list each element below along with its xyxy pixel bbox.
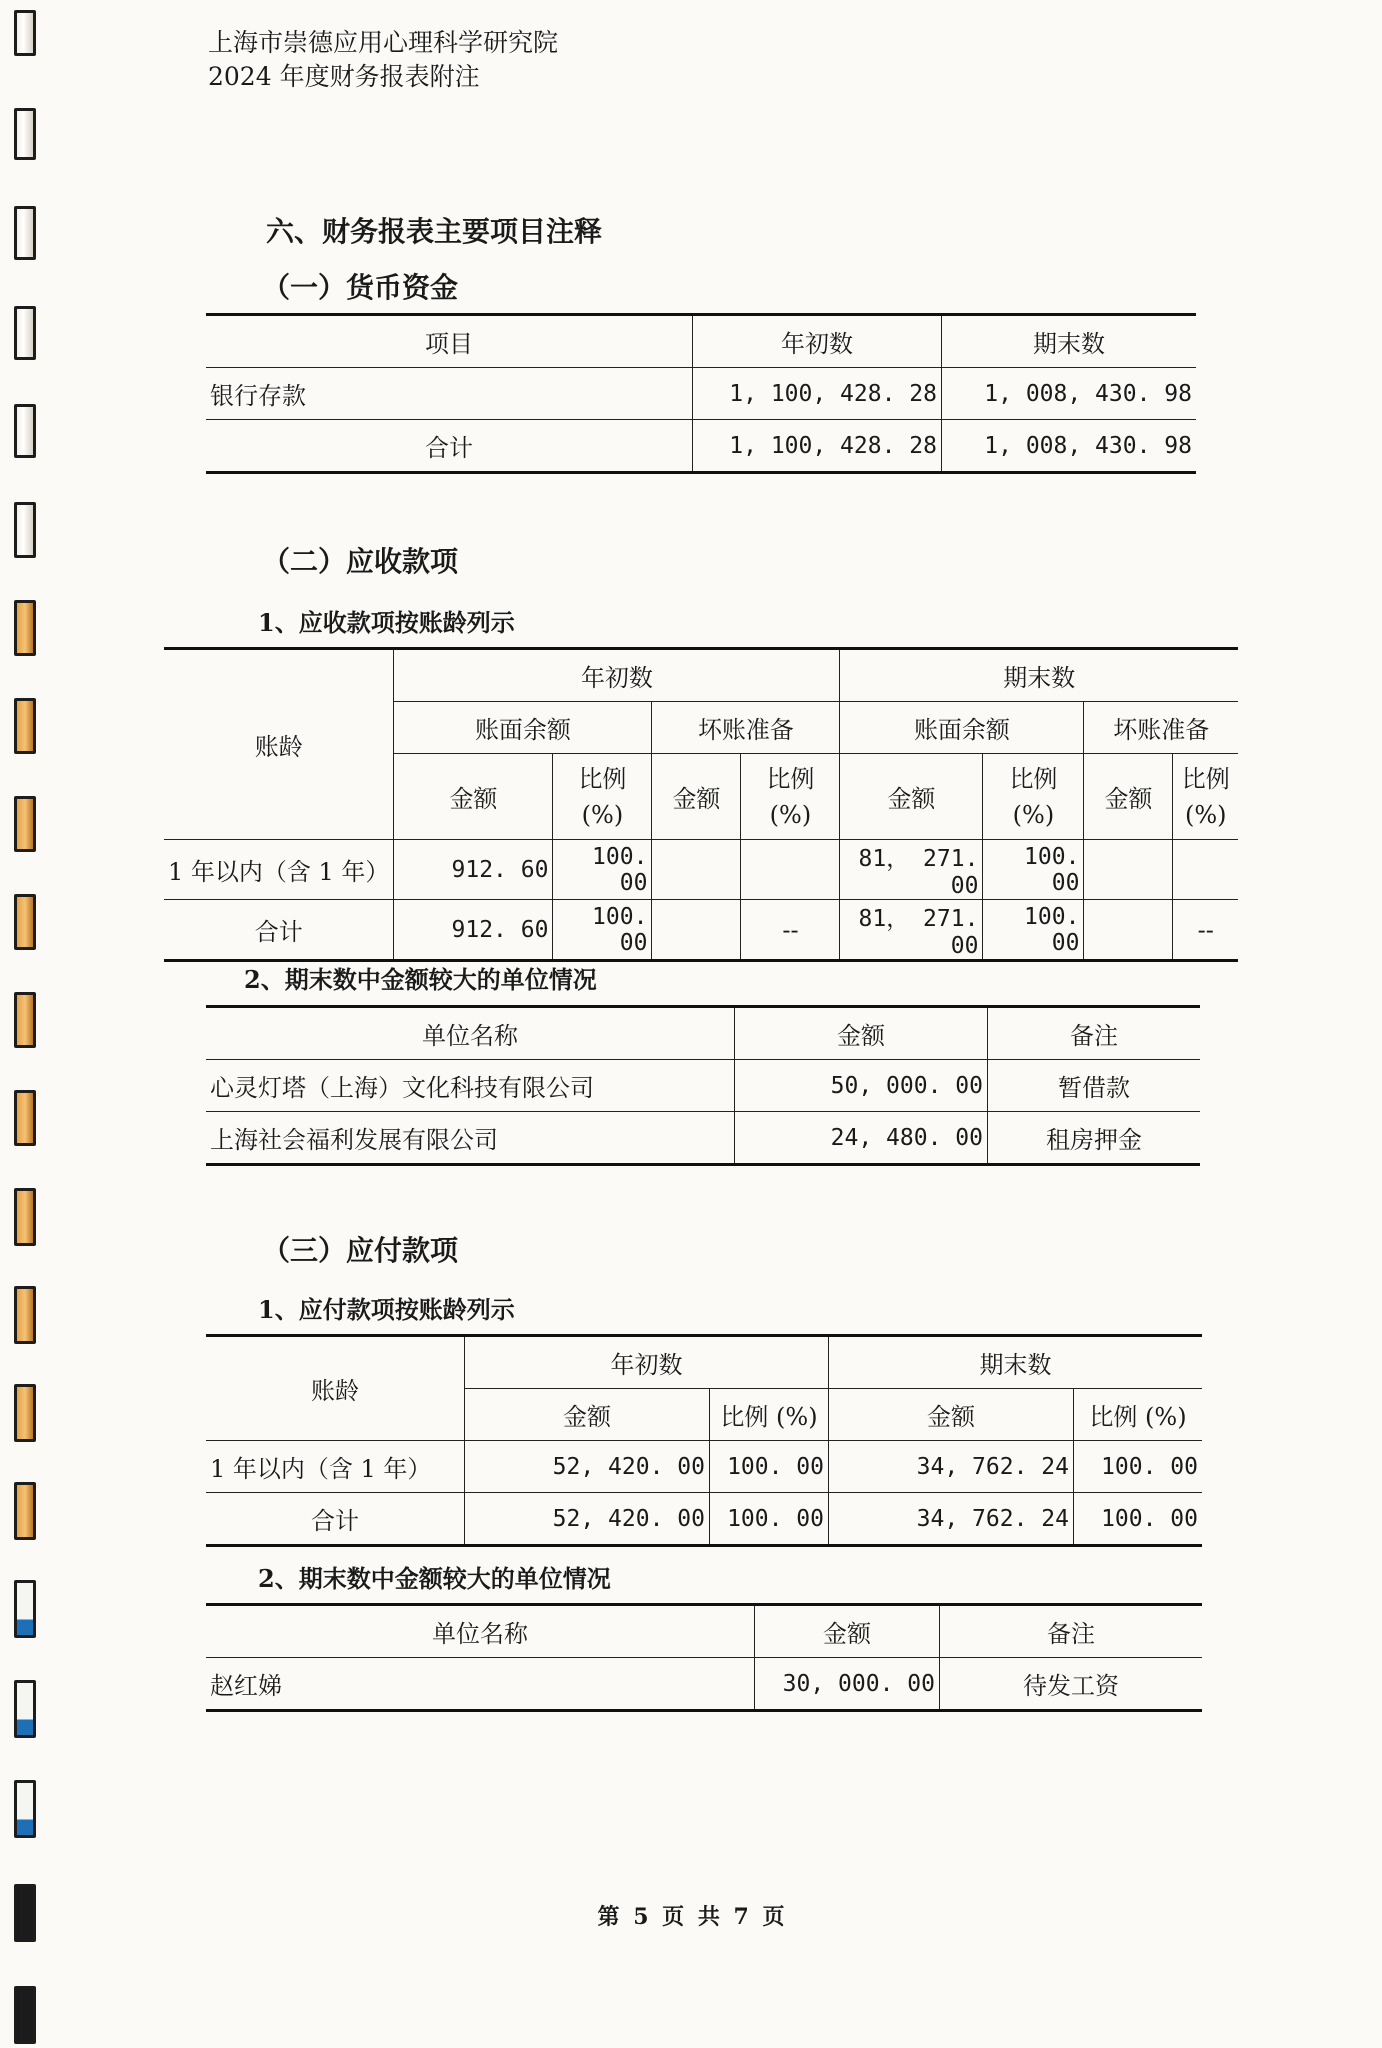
amount-header: 金额: [829, 1389, 1074, 1441]
payables-units-table: [206, 1603, 1202, 1712]
book-balance-header: 账面余额: [394, 702, 652, 754]
item-cell: 合计: [206, 420, 693, 473]
unit-note-cell: 租房押金: [988, 1112, 1201, 1165]
payables-title: （三）应付款项: [262, 1234, 459, 1267]
binding-clip: [14, 1986, 36, 2044]
unit-amount-cell: 24, 480. 00: [735, 1112, 988, 1165]
amount-header: 金额: [1084, 754, 1173, 840]
receivables-sub1: 1、应收款项按账龄列示: [258, 608, 515, 637]
ratio-cell: 100. 00: [1074, 1493, 1203, 1546]
table-header-row: [206, 1007, 1200, 1060]
table-row: [206, 1112, 1200, 1165]
header-cell: 项目: [206, 315, 693, 368]
binding-clip: [14, 1090, 36, 1146]
begin-header: 年初数: [394, 649, 840, 702]
bad-debt-amount-cell: [1084, 840, 1173, 900]
org-name: 上海市崇德应用心理科学研究院: [208, 28, 559, 57]
begin-cell: 1, 100, 428. 28: [693, 368, 942, 420]
table-row: [206, 420, 1196, 473]
bad-debt-ratio-cell: [1173, 840, 1238, 900]
receivables-units-table: [206, 1005, 1200, 1166]
amount-cell: 912. 60: [394, 900, 553, 961]
bad-debt-amount-cell: [652, 840, 741, 900]
ratio-header: 比例 (%): [741, 754, 840, 840]
end-header: 期末数: [840, 649, 1238, 702]
binding-clip: [14, 1580, 36, 1638]
header-cell: 金额: [735, 1007, 988, 1060]
table-row: [206, 1658, 1202, 1711]
amount-header: 金额: [465, 1389, 710, 1441]
binding-clip: [14, 108, 36, 160]
aging-cell: 1 年以内（含 1 年）: [164, 840, 394, 900]
receivables-sub2: 2、期末数中金额较大的单位情况: [244, 965, 597, 994]
table-row: [164, 840, 1238, 900]
unit-name-cell: 赵红娣: [206, 1658, 755, 1711]
section-title: 六、财务报表主要项目注释: [266, 215, 603, 248]
ratio-cell: 100. 00: [1074, 1441, 1203, 1493]
payables-sub1: 1、应付款项按账龄列示: [258, 1295, 515, 1324]
bad-debt-header: 坏账准备: [1084, 702, 1238, 754]
ratio-cell: 100. 00: [710, 1493, 829, 1546]
ratio-header: 比例 (%): [553, 754, 652, 840]
header-cell: 备注: [988, 1007, 1201, 1060]
table-header-row: [206, 1605, 1202, 1658]
unit-amount-cell: 30, 000. 00: [755, 1658, 940, 1711]
bad-debt-amount-cell: [1084, 900, 1173, 961]
binding-clip: [14, 1384, 36, 1442]
report-title: 2024 年度财务报表附注: [208, 62, 480, 91]
binding-clip: [14, 1188, 36, 1246]
unit-note-cell: 待发工资: [940, 1658, 1203, 1711]
unit-name-cell: 心灵灯塔（上海）文化科技有限公司: [206, 1060, 735, 1112]
aging-cell: 合计: [164, 900, 394, 961]
ratio-cell: 100. 00: [553, 900, 652, 961]
binding-clip: [14, 206, 36, 260]
amount-header: 金额: [394, 754, 553, 840]
aging-header: 账龄: [164, 649, 394, 840]
binding-clip: [14, 698, 36, 754]
header-cell: 期末数: [942, 315, 1197, 368]
amount-cell: 81， 271. 00: [840, 900, 983, 961]
aging-header: 账龄: [206, 1336, 465, 1441]
ratio-header: 比例 (%): [710, 1389, 829, 1441]
binding-strip: [0, 0, 48, 2048]
bad-debt-ratio-cell: --: [1173, 900, 1238, 961]
binding-clip: [14, 1286, 36, 1344]
header-cell: 年初数: [693, 315, 942, 368]
unit-name-cell: 上海社会福利发展有限公司: [206, 1112, 735, 1165]
page-number: 第 5 页 共 7 页: [597, 1904, 785, 1930]
table-row: [206, 1441, 1202, 1493]
table-header-row: [164, 649, 1238, 702]
end-cell: 1, 008, 430. 98: [942, 368, 1197, 420]
ratio-cell: 100. 00: [710, 1441, 829, 1493]
receivables-aging-table: [164, 647, 1238, 962]
receivables-title: （二）应收款项: [262, 545, 459, 578]
header-cell: 单位名称: [206, 1605, 755, 1658]
bad-debt-ratio-cell: --: [741, 900, 840, 961]
binding-clip: [14, 894, 36, 950]
header-cell: 金额: [755, 1605, 940, 1658]
amount-cell: 52, 420. 00: [465, 1493, 710, 1546]
table-header-row: [206, 315, 1196, 368]
ratio-cell: 100. 00: [983, 900, 1084, 961]
ratio-header: 比例 (%): [1173, 754, 1238, 840]
aging-cell: 合计: [206, 1493, 465, 1546]
binding-clip: [14, 992, 36, 1048]
payables-sub2: 2、期末数中金额较大的单位情况: [258, 1564, 611, 1593]
amount-header: 金额: [652, 754, 741, 840]
amount-cell: 81， 271. 00: [840, 840, 983, 900]
table-row: [164, 900, 1238, 961]
bad-debt-header: 坏账准备: [652, 702, 840, 754]
amount-header: 金额: [840, 754, 983, 840]
end-header: 期末数: [829, 1336, 1203, 1389]
binding-clip: [14, 10, 36, 56]
header-cell: 单位名称: [206, 1007, 735, 1060]
binding-clip: [14, 600, 36, 656]
header-cell: 备注: [940, 1605, 1203, 1658]
ratio-header: 比例 (%): [983, 754, 1084, 840]
amount-cell: 34, 762. 24: [829, 1441, 1074, 1493]
item-cell: 银行存款: [206, 368, 693, 420]
unit-note-cell: 暂借款: [988, 1060, 1201, 1112]
binding-clip: [14, 796, 36, 852]
cash-table: [206, 313, 1196, 474]
table-header-row: [206, 1336, 1202, 1389]
amount-cell: 52, 420. 00: [465, 1441, 710, 1493]
aging-cell: 1 年以内（含 1 年）: [206, 1441, 465, 1493]
amount-cell: 912. 60: [394, 840, 553, 900]
binding-clip: [14, 502, 36, 558]
binding-clip: [14, 1680, 36, 1738]
amount-cell: 34, 762. 24: [829, 1493, 1074, 1546]
end-cell: 1, 008, 430. 98: [942, 420, 1197, 473]
table-row: [206, 368, 1196, 420]
binding-clip: [14, 1482, 36, 1540]
binding-clip: [14, 306, 36, 360]
begin-cell: 1, 100, 428. 28: [693, 420, 942, 473]
bad-debt-ratio-cell: [741, 840, 840, 900]
ratio-cell: 100. 00: [983, 840, 1084, 900]
payables-aging-table: [206, 1334, 1202, 1547]
document-header: [208, 26, 558, 94]
ratio-header: 比例 (%): [1074, 1389, 1203, 1441]
binding-clip: [14, 404, 36, 458]
table-row: [206, 1493, 1202, 1546]
binding-clip: [14, 1780, 36, 1838]
book-balance-header: 账面余额: [840, 702, 1084, 754]
bad-debt-amount-cell: [652, 900, 741, 961]
table-row: [206, 1060, 1200, 1112]
ratio-cell: 100. 00: [553, 840, 652, 900]
begin-header: 年初数: [465, 1336, 829, 1389]
cash-title: （一）货币资金: [262, 271, 459, 304]
unit-amount-cell: 50, 000. 00: [735, 1060, 988, 1112]
